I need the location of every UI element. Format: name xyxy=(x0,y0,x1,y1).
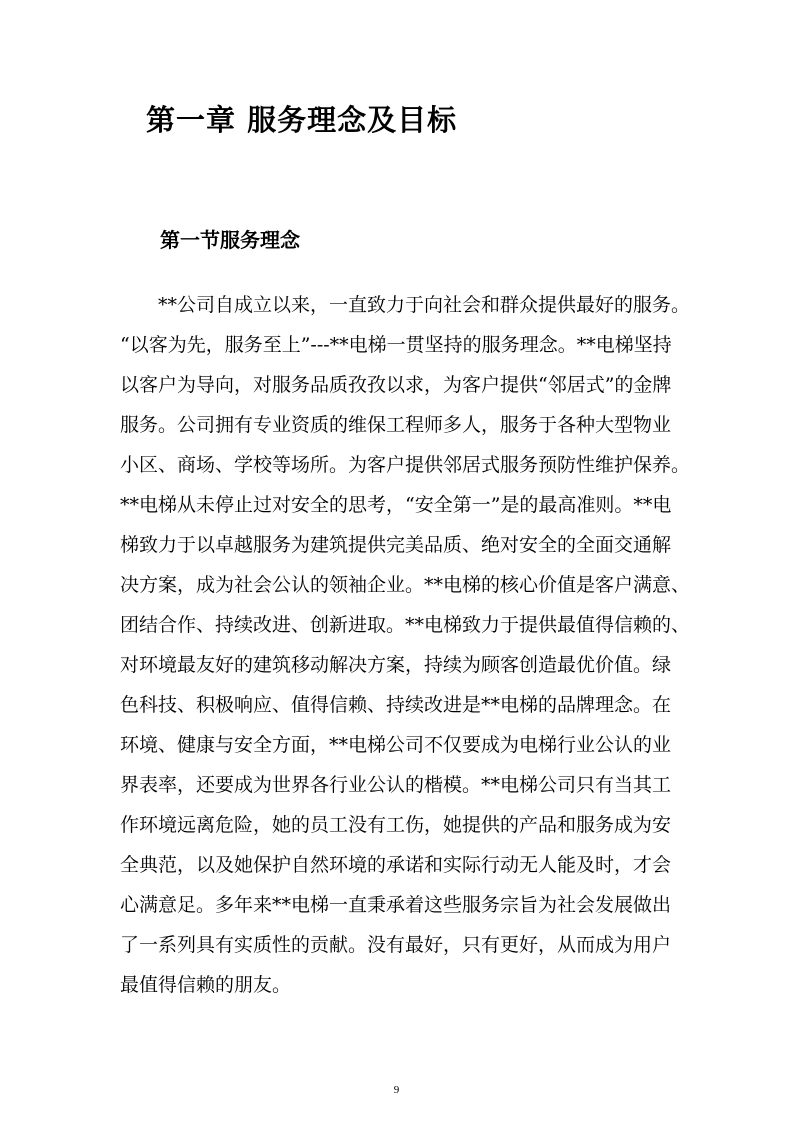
paragraph-line: 最值得信赖的朋友。 xyxy=(120,974,292,996)
chapter-title: 第一章 服务理念及目标 xyxy=(146,103,458,137)
paragraph-line: 对环境最友好的建筑移动解决方案，持续为顾客创造最优价值。绿 xyxy=(120,654,672,676)
paragraph-line: 团结合作、持续改进、创新进取。**电梯致力于提供最值得信赖的、 xyxy=(120,614,691,636)
paragraph-line: 环境、健康与安全方面，**电梯公司不仅要成为电梯行业公认的业 xyxy=(120,734,672,756)
section-title: 第一节服务理念 xyxy=(160,228,300,252)
paragraph-line: 决方案，成为社会公认的领袖企业。**电梯的核心价值是客户满意、 xyxy=(120,574,691,596)
paragraph-line: 心满意足。多年来**电梯一直秉承着这些服务宗旨为社会发展做出 xyxy=(120,894,672,916)
paragraph-line: 以客户为导向，对服务品质孜孜以求，为客户提供“邻居式”的金牌 xyxy=(120,374,672,396)
paragraph-line: **电梯从未停止过对安全的思考，“安全第一”是的最高准则。**电 xyxy=(120,494,672,516)
paragraph-line: 小区、商场、学校等场所。为客户提供邻居式服务预防性维护保养。 xyxy=(120,454,691,476)
paragraph-line: **公司自成立以来，一直致力于向社会和群众提供最好的服务。 xyxy=(120,294,691,316)
paragraph-line: 界表率，还要成为世界各行业公认的楷模。**电梯公司只有当其工 xyxy=(120,774,672,796)
body-paragraph xyxy=(120,285,690,1005)
page-number: 9 xyxy=(393,1084,400,1096)
paragraph-line: 了一系列具有实质性的贡献。没有最好，只有更好，从而成为用户 xyxy=(120,934,672,956)
paragraph-line: 色科技、积极响应、值得信赖、持续改进是**电梯的品牌理念。在 xyxy=(120,694,672,716)
paragraph-line: 作环境远离危险，她的员工没有工伤，她提供的产品和服务成为安 xyxy=(120,814,672,836)
paragraph-line: “以客为先，服务至上”---**电梯一贯坚持的服务理念。**电梯坚持 xyxy=(120,334,672,356)
paragraph-line: 全典范，以及她保护自然环境的承诺和实际行动无人能及时，才会 xyxy=(120,854,672,876)
paragraph-line: 梯致力于以卓越服务为建筑提供完美品质、绝对安全的全面交通解 xyxy=(120,534,672,556)
paragraph-line: 服务。公司拥有专业资质的维保工程师多人，服务于各种大型物业 xyxy=(120,414,672,436)
